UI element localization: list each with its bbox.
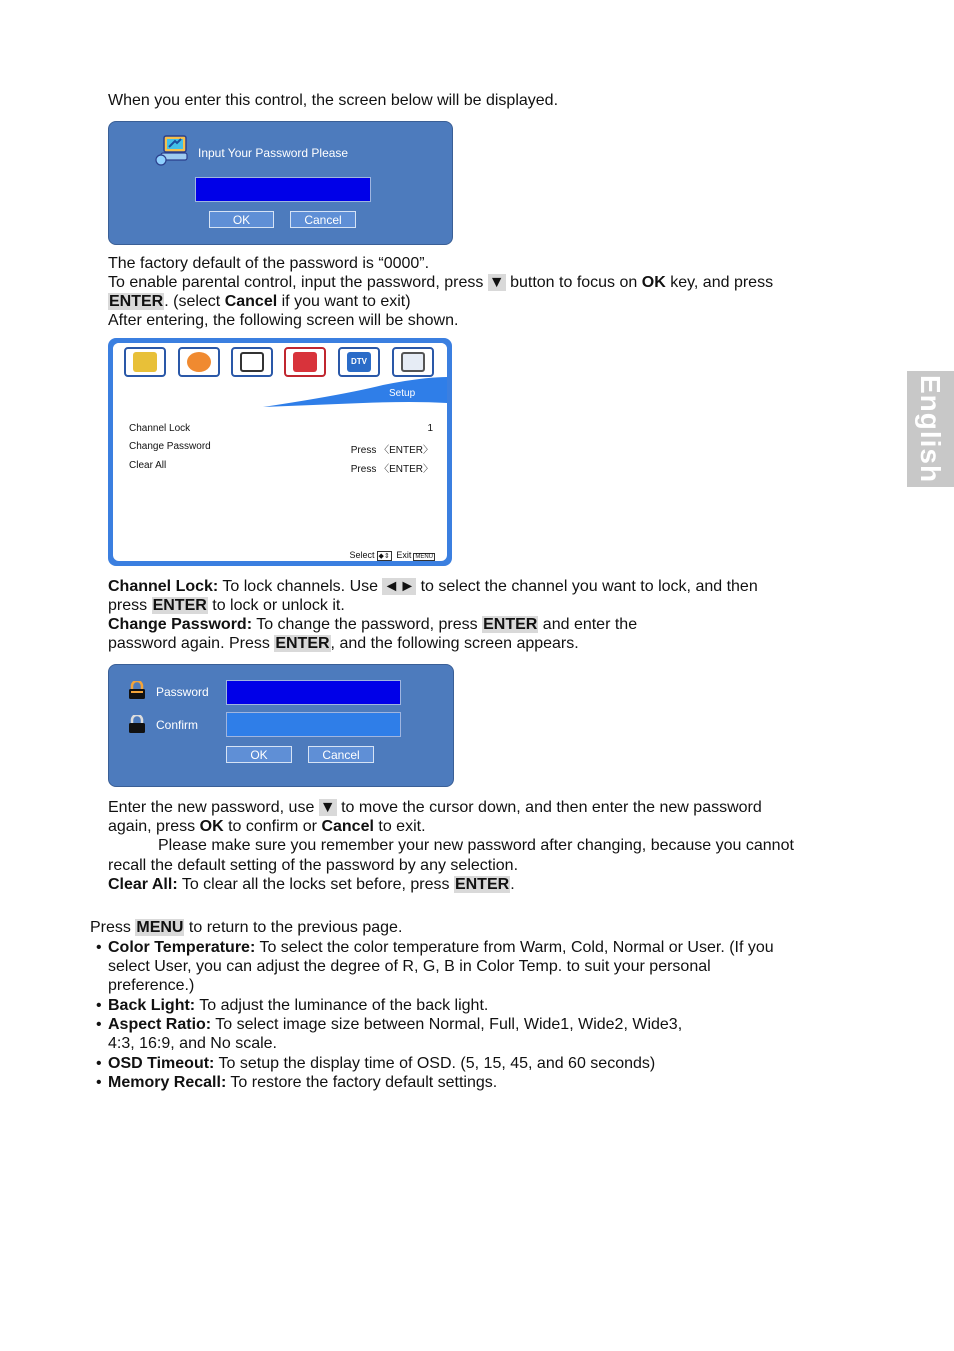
- bullet-dot: •: [96, 939, 102, 956]
- menu-item-channel-lock[interactable]: Channel Lock: [129, 423, 191, 434]
- press-menu-line: Press MENU to return to the previous page.: [90, 919, 403, 936]
- menu-item-change-password[interactable]: Change Password: [129, 441, 211, 452]
- setup-menu-inner: [113, 343, 447, 561]
- select-arrows-icon: ◆⇕: [378, 553, 390, 560]
- bullet-dot: •: [96, 1074, 102, 1091]
- bullet-back-light: Back Light: To adjust the luminance of the back light.: [108, 997, 489, 1014]
- channel-lock-line: Channel Lock: To lock channels. Use ◄► to select the channel you want to lock, and then: [108, 578, 758, 595]
- sound-tab-icon[interactable]: [178, 347, 220, 377]
- bullet-dot: •: [96, 997, 102, 1014]
- time-tab-icon[interactable]: [231, 347, 273, 377]
- password-input[interactable]: [195, 177, 371, 202]
- bullet-color-temperature: Color Temperature: To select the color temperature from Warm, Cold, Normal or User. (If you: [108, 939, 774, 956]
- picture-tab-icon[interactable]: [124, 347, 166, 377]
- enable-parental-line: To enable parental control, input the password, press ▼ button to focus on OK key, and press: [108, 274, 774, 291]
- remember-note-2: recall the default setting of the password by any selection.: [108, 857, 519, 874]
- user-key-icon: [155, 135, 189, 167]
- enter-key: ENTER: [109, 293, 164, 310]
- menu-key-icon: MENU: [415, 554, 433, 560]
- change-password-value: Press 〈ENTER〉: [350, 445, 433, 456]
- down-arrow-key: ▼: [488, 274, 505, 291]
- setup-tab-label: Setup: [389, 388, 416, 399]
- password-label: Password: [156, 685, 209, 699]
- remember-note: Please make sure you remember your new password after changing, because you cannot: [158, 837, 794, 854]
- confirm-password-input[interactable]: [226, 712, 401, 737]
- password-prompt-screen: [108, 121, 453, 245]
- bullet-dot: •: [96, 1055, 102, 1072]
- bullet-osd-timeout: OSD Timeout: To setup the display time of OSD. (5, 15, 45, and 60 seconds): [108, 1055, 656, 1072]
- ok-button[interactable]: OK: [226, 746, 292, 763]
- lock-closed-icon: [128, 715, 146, 733]
- clear-all-line: Clear All: To clear all the locks set before, press ENTER.: [108, 876, 515, 893]
- language-tab: [907, 371, 954, 487]
- new-password-line-2: again, press OK to confirm or Cancel to exit.: [108, 818, 426, 835]
- bullet-dot: •: [96, 1016, 102, 1033]
- bullet-aspect-ratio: Aspect Ratio: To select image size between Normal, Full, Wide1, Wide2, Wide3,: [108, 1016, 683, 1033]
- setup-menu-screen: [108, 338, 452, 566]
- cancel-button[interactable]: Cancel: [308, 746, 374, 763]
- channel-lock-value: 1: [427, 423, 433, 434]
- factory-default-text: The factory default of the password is “0000”.: [108, 255, 430, 272]
- password-prompt-title: Input Your Password Please: [198, 146, 349, 160]
- pc-tab-icon[interactable]: [392, 347, 434, 377]
- new-password-input[interactable]: [226, 680, 401, 705]
- confirm-label: Confirm: [156, 718, 199, 732]
- new-password-line: Enter the new password, use ▼ to move the cursor down, and then enter the new password: [108, 799, 762, 816]
- ok-button[interactable]: OK: [209, 211, 274, 228]
- menu-item-clear-all[interactable]: Clear All: [129, 460, 167, 471]
- after-entering-text: After entering, the following screen will be shown.: [108, 312, 459, 329]
- bullet-memory-recall: Memory Recall: To restore the factory default settings.: [108, 1074, 498, 1091]
- intro-text: When you enter this control, the screen below will be displayed.: [108, 92, 559, 109]
- bullet-color-temperature-cont: select User, you can adjust the degree of R, G, B in Color Temp. to suit your personal: [108, 958, 711, 975]
- change-password-line: Change Password: To change the password, press ENTER and enter the: [108, 616, 638, 633]
- dtv-tab-icon[interactable]: DTV: [338, 347, 380, 377]
- setup-tab-icon[interactable]: [284, 347, 326, 377]
- clear-all-value: Press 〈ENTER〉: [350, 464, 433, 475]
- change-password-screen: [108, 664, 454, 787]
- menu-key: MENU: [136, 919, 184, 936]
- channel-lock-line-2: press ENTER to lock or unlock it.: [108, 597, 345, 614]
- setup-footer-hint: Select ◆⇕ Exit MENU: [349, 550, 433, 560]
- bullet-aspect-ratio-cont: 4:3, 16:9, and No scale.: [108, 1035, 277, 1052]
- left-right-arrows-key: ◄►: [383, 578, 416, 595]
- bullet-color-temperature-cont-2: preference.): [108, 977, 195, 994]
- language-tab-label: English: [915, 374, 947, 484]
- enter-select-line: ENTER. (select Cancel if you want to exit): [109, 293, 411, 310]
- cancel-button[interactable]: Cancel: [290, 211, 356, 228]
- lock-open-icon: [128, 681, 146, 699]
- change-password-line-2: password again. Press ENTER, and the following screen appears.: [108, 635, 579, 652]
